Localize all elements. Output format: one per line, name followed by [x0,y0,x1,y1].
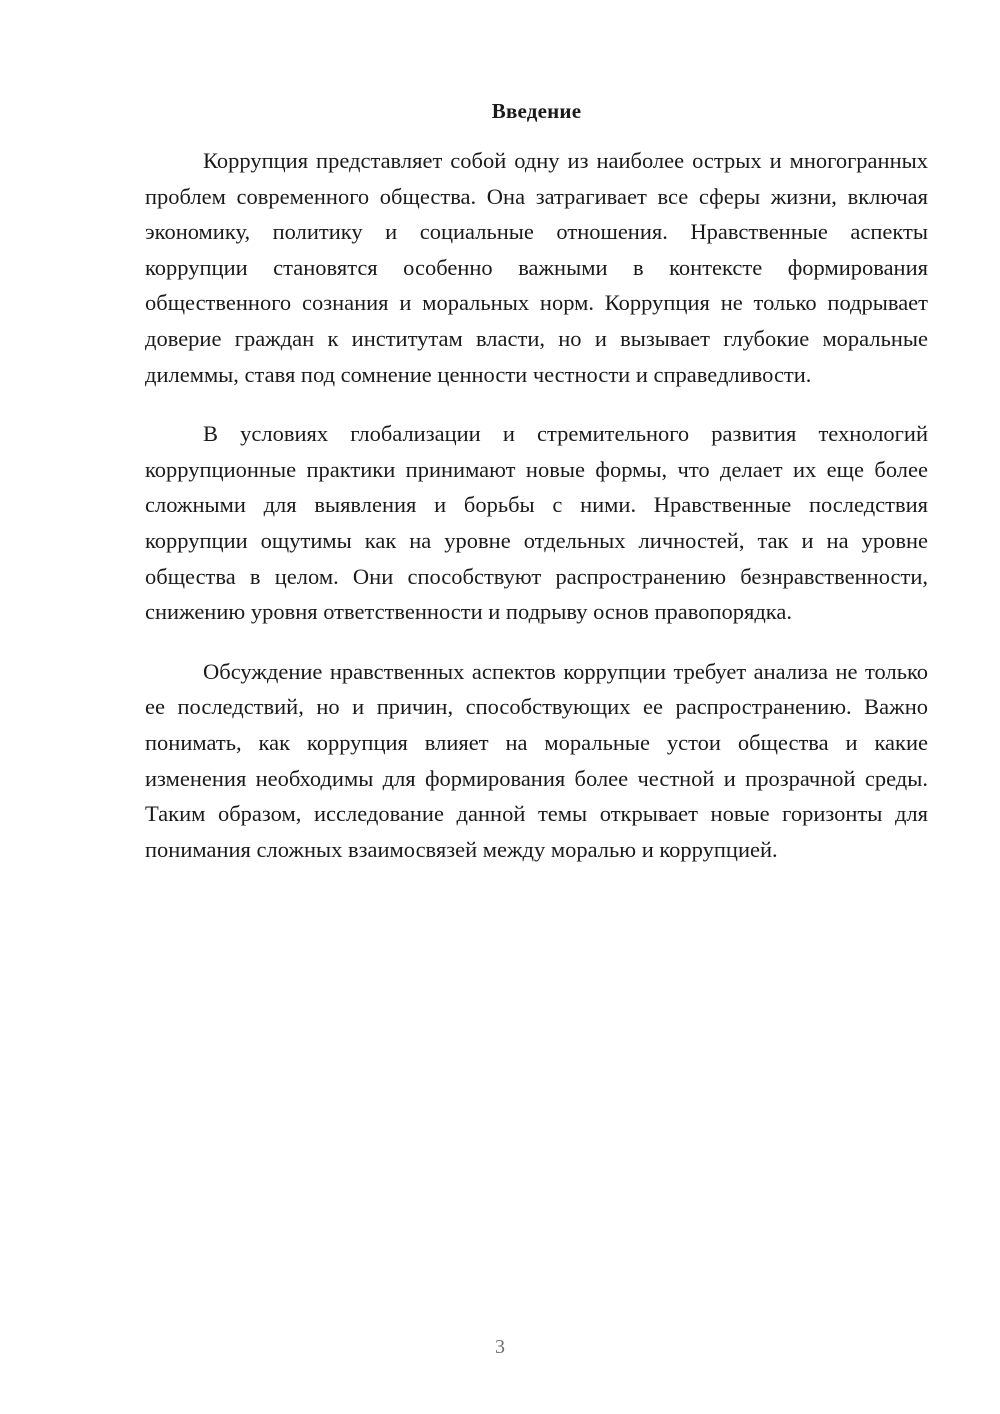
page-number: 3 [495,1336,505,1358]
paragraph-3: Обсуждение нравственных аспектов коррупции требует анализа не только ее последствий, но и причин, способствующих ее распространению. Важно понимать, как коррупция влияет на моральные устои общества и какие изменения необходимы для формирования более честной и прозрачной среды. Таким образом, исследование данной темы открывает новые горизонты для понимания сложных взаимосвязей между моралью и коррупцией. [145,658,928,862]
section-heading: Введение [491,99,582,123]
paragraph-2: В условиях глобализации и стремительного развития технологий коррупционные практики принимают новые формы, что делает их еще более сложными для выявления и борьбы с ними. Нравственные последствия коррупции ощутимы как на уровне отдельных личностей, так и на уровне общества в целом. Они способствуют распространению безнравственности, снижению уровня ответственности и подрыву основ правопорядка. [145,421,928,625]
body-text [145,143,928,891]
paragraph-1: Коррупция представляет собой одну из наиболее острых и многогранных проблем современного общества. Она затрагивает все сферы жизни, включая экономику, политику и социальные отношения. Нравственные аспекты коррупции становятся особенно важными в контексте формирования общественного сознания и моральных норм. Коррупция не только подрывает доверие граждан к институтам власти, но и вызывает глубокие моральные дилеммы, ставя под сомнение ценности честности и справедливости. [145,148,928,387]
